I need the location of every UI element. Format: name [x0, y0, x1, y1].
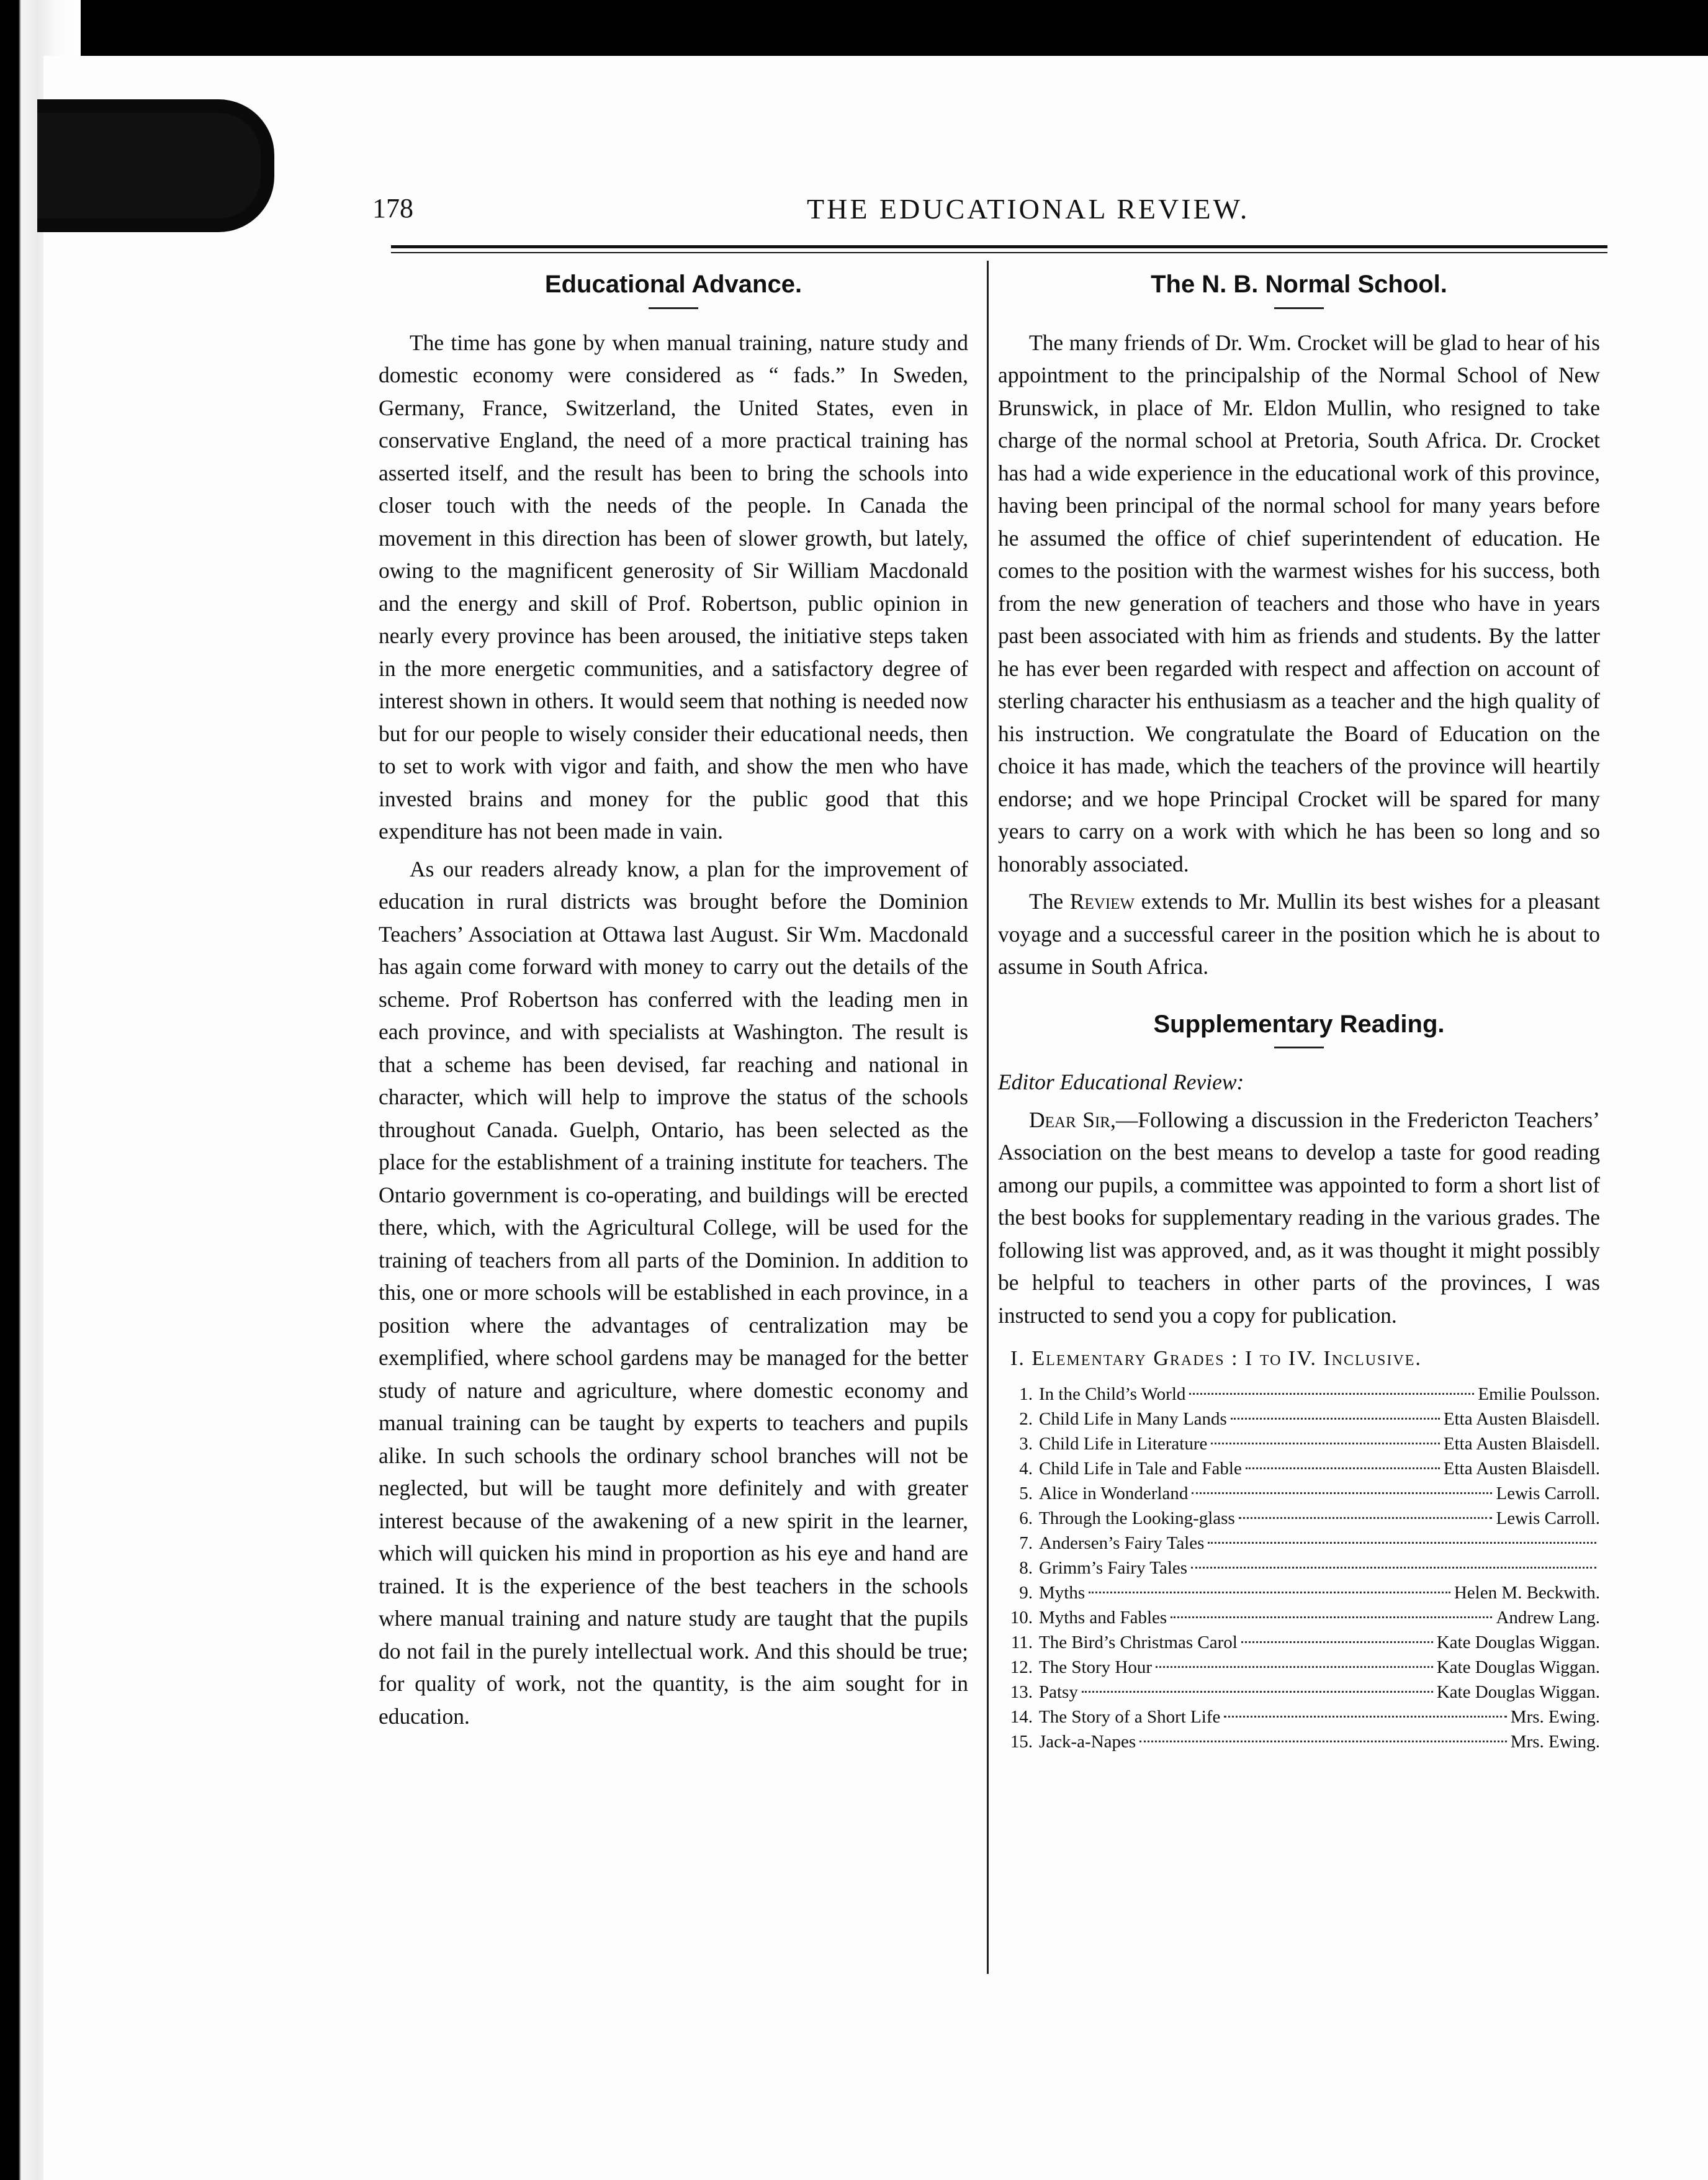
book-list-item — [998, 1531, 1600, 1556]
book-list-item — [998, 1556, 1600, 1580]
book-list-item — [998, 1605, 1600, 1630]
leader-dots — [1231, 1418, 1440, 1420]
book-list-item — [998, 1481, 1600, 1506]
book-number: 11. — [1010, 1632, 1033, 1652]
book-title: Child Life in Literature — [1039, 1433, 1208, 1454]
column-divider — [987, 261, 989, 1974]
article-paragraph: As our readers already know, a plan for the improvement of education in rural districts was brought before the Dominion Teachers’ Association at Ottawa last August. Sir Wm. Macdonald has again come forward with money to carry out the details of the scheme. Prof Robertson has conferred with the leading men in each province, and with specialists at Washington. The result is that a scheme has been devised, far reaching and national in character, which will help to improve the status of the schools throughout Canada. Guelph, Ontario, has been selected as the place for the establishment of a training institute for teachers. The Ontario government is co-operating, and buildings will be erected there, which, with the Agricultural College, will be used for the training of teachers from all parts of the Dominion. In addition to this, one or more schools will be established in each province, in a position where the advantages of centralization may be exemplified, where school gardens may be managed for the better study of nature and agriculture, where domestic economy and manual training can be taught by experts to teachers and pupils alike. In such schools the ordinary school branches will not be neglected, but will be taught more definitely and with greater interest because of the awakening of a new spirit in the learner, which will quicken his mind in proportion as his eye and hand are trained. It is the experience of the best teachers in the schools where manual training and nature study are taught that the pupils do not fail in the purely intellectual work. And this should be true; for quality of work, not the quantity, is the aim sought for in education. — [379, 856, 968, 1729]
book-list-item — [998, 1655, 1600, 1680]
book-author: Kate Douglas Wiggan. — [1436, 1657, 1600, 1677]
book-title: Jack-a-Napes — [1039, 1731, 1136, 1752]
book-number: 4. — [1019, 1458, 1033, 1479]
book-list-item — [998, 1580, 1600, 1605]
article-paragraph: The time has gone by when manual training, nature study and domestic economy were considered as “ fads.” In Sweden, Germany, France, Switzerland, the United States, even in conservative England, the need of a more practical training has asserted itself, and the result has been to bring the schools into closer touch with the needs of the people. In Canada the movement in this direction has been of slower growth, but lately, owing to the magnificent generosity of Sir William Macdonald and the energy and skill of Prof. Robertson, public opinion in nearly every province has been aroused, the initiative steps taken in the more energetic communities, and a satisfactory degree of interest shown in others. It would seem that nothing is needed now but for our people to wisely consider their educational needs, then to set to work with vigor and faith, and show the men who have invested brains and money for the public good that this expenditure has not been made in vain. — [379, 330, 968, 844]
book-author: Mrs. Ewing. — [1510, 1706, 1600, 1727]
book-number: 9. — [1019, 1582, 1033, 1603]
book-title: The Story Hour — [1039, 1657, 1153, 1677]
book-author: Andrew Lang. — [1496, 1607, 1600, 1628]
book-number: 6. — [1019, 1508, 1033, 1528]
section-range: : I to IV. Inclusive. — [1231, 1347, 1422, 1370]
book-title: Myths — [1039, 1582, 1085, 1603]
book-number: 2. — [1019, 1408, 1033, 1429]
book-author: Mrs. Ewing. — [1510, 1731, 1600, 1752]
book-list-item — [998, 1456, 1600, 1481]
book-title: Patsy — [1039, 1682, 1078, 1702]
dear-sir: Dear Sir, — [1029, 1107, 1116, 1132]
book-list-item — [998, 1680, 1600, 1705]
book-list-item — [998, 1431, 1600, 1456]
leader-dots — [1211, 1443, 1440, 1444]
heading-rule — [1274, 1047, 1324, 1048]
book-number: 13. — [1010, 1682, 1033, 1702]
book-author: Kate Douglas Wiggan. — [1436, 1632, 1600, 1652]
book-number: 3. — [1019, 1433, 1033, 1454]
section-number: I. — [1010, 1347, 1025, 1370]
book-number: 7. — [1019, 1533, 1033, 1553]
book-title: In the Child’s World — [1039, 1384, 1186, 1404]
book-author: Kate Douglas Wiggan. — [1436, 1682, 1600, 1702]
closing-text-after: extends to Mr. Mullin its best wishes for a pleasant voyage and a successful career in the position which he is about to assume in South Africa. — [998, 889, 1600, 979]
leader-dots — [1089, 1592, 1450, 1593]
leader-dots — [1139, 1741, 1507, 1742]
header-rule — [391, 245, 1607, 253]
book-title: The Story of a Short Life — [1039, 1706, 1221, 1727]
leader-dots — [1171, 1616, 1492, 1618]
book-title: Andersen’s Fairy Tales — [1039, 1533, 1205, 1553]
book-number: 8. — [1019, 1557, 1033, 1578]
leader-dots — [1241, 1641, 1433, 1643]
letter-body — [998, 1104, 1600, 1332]
leader-dots — [1208, 1542, 1596, 1544]
leader-dots — [1224, 1716, 1506, 1718]
book-title: Grimm’s Fairy Tales — [1039, 1557, 1188, 1578]
book-title: Child Life in Many Lands — [1039, 1408, 1227, 1429]
book-list-item — [998, 1705, 1600, 1729]
book-title: Myths and Fables — [1039, 1607, 1167, 1628]
book-number: 5. — [1019, 1483, 1033, 1503]
book-list-item — [998, 1729, 1600, 1754]
book-author: Etta Austen Blaisdell. — [1443, 1458, 1600, 1479]
book-number: 10. — [1010, 1607, 1033, 1628]
letter-salutation: Editor Educational Review: — [998, 1070, 1244, 1094]
binder-clip — [37, 99, 274, 232]
leader-dots — [1189, 1393, 1474, 1395]
heading-rule — [649, 307, 698, 309]
book-author: Lewis Carroll. — [1496, 1483, 1600, 1503]
heading-rule — [1274, 307, 1324, 309]
running-header — [372, 186, 1614, 236]
leader-dots — [1192, 1492, 1492, 1494]
article-paragraph: The many friends of Dr. Wm. Crocket will be glad to hear of his appointment to the principalship of the Normal School of New Brunswick, in place of Mr. Eldon Mullin, who resigned to take charge of the normal school at Pretoria, South Africa. Dr. Crocket has had a wide experience in the educational work of this province, having been principal of the normal school for many years before he assumed the office of chief superintendent of education. He comes to the position with the warmest wishes for his success, both from the new generation of teachers and those who have in years past been associated with him as friends and students. By the latter he has ever been regarded with respect and affection on account of sterling character his enthusiasm as a teacher and the high quality of his instruction. We congratulate the Board of Education on the choice it has made, which the teachers of the province will heartily endorse; and we hope Principal Crocket will be spared for many years to carry on a work with which he has been so long and so honorably associated. — [998, 330, 1600, 876]
book-author: Emilie Poulsson. — [1478, 1384, 1600, 1404]
book-list-item — [998, 1407, 1600, 1431]
article-heading-educational-advance: Educational Advance. — [544, 271, 802, 298]
book-list-item — [998, 1506, 1600, 1531]
book-number: 15. — [1010, 1731, 1033, 1752]
book-list — [998, 1382, 1600, 1754]
book-author: Helen M. Beckwith. — [1454, 1582, 1600, 1603]
book-number: 14. — [1010, 1706, 1033, 1727]
book-title: The Bird’s Christmas Carol — [1039, 1632, 1238, 1652]
leader-dots — [1082, 1691, 1433, 1693]
leader-dots — [1246, 1467, 1440, 1469]
page-number: 178 — [372, 193, 413, 223]
leader-dots — [1239, 1517, 1493, 1519]
book-number: 1. — [1019, 1384, 1033, 1404]
left-column — [379, 261, 968, 1737]
book-list-item — [998, 1630, 1600, 1655]
article-heading-supplementary-reading: Supplementary Reading. — [1153, 1010, 1445, 1038]
book-author: Lewis Carroll. — [1496, 1508, 1600, 1528]
book-title: Alice in Wonderland — [1039, 1483, 1189, 1503]
grade-section-heading — [1010, 1343, 1600, 1376]
book-author: Etta Austen Blaisdell. — [1443, 1408, 1600, 1429]
review-word: Review — [1069, 889, 1135, 914]
closing-text-before: The — [1029, 889, 1070, 914]
journal-title: THE EDUCATIONAL REVIEW. — [807, 193, 1250, 225]
letter-text: —Following a discussion in the Fredericton Teachers’ Association on the best means to develop a taste for good reading among our pupils, a committee was appointed to form a short list of the best books for supplementary reading in the various grades. The following list was approved, and, as it was thought it might possibly be helpful to teachers in other parts of the provinces, I was instructed to send you a copy for publication. — [998, 1107, 1600, 1328]
article-heading-normal-school: The N. B. Normal School. — [1151, 271, 1447, 298]
leader-dots — [1156, 1666, 1433, 1668]
section-label: Elementary Grades — [1032, 1347, 1225, 1370]
right-column — [998, 261, 1600, 1754]
book-title: Child Life in Tale and Fable — [1039, 1458, 1242, 1479]
book-author: Etta Austen Blaisdell. — [1443, 1433, 1600, 1454]
article-paragraph — [998, 885, 1600, 983]
leader-dots — [1191, 1567, 1596, 1569]
book-list-item — [998, 1382, 1600, 1407]
book-title: Through the Looking-glass — [1039, 1508, 1235, 1528]
book-number: 12. — [1010, 1657, 1033, 1677]
